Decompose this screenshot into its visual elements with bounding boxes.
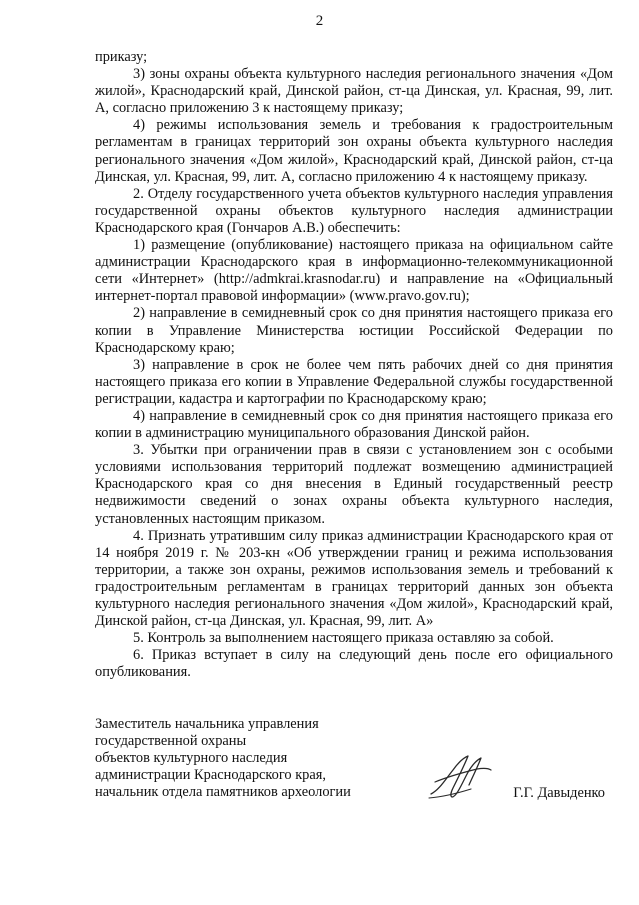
signer-name: Г.Г. Давыденко (513, 785, 605, 801)
signer-position-line: объектов культурного наследия (95, 750, 288, 767)
document-body (95, 49, 613, 681)
paragraph-9: 4. Признать утратившим силу приказ администрации Краснодарского края от 14 ноября 2019 г. № 203-кн «Об утверждении границ и режима использования территории, а также зон охраны, режимов использования земель и требований к градостроительным регламентам в границах территорий данных зон объекта культурного наследия регионального значения «Дом жилой», Краснодарский край, Динской район, ст-ца Динская, ул. Красная, 99, лит. А» (95, 527, 613, 630)
paragraph-8: 3. Убытки при ограничении прав в связи с установлением зон с особыми условиями использования территорий подлежат возмещению администрацией Краснодарского края со дня внесения в Единый государственный реестр недвижимости сведений о зонах охраны объекта культурного наследия, установленных настоящим приказом. (95, 442, 613, 527)
signer-position-line: начальник отдела памятников археологии (95, 784, 351, 801)
paragraph-5: 2) направление в семидневный срок со дня принятия настоящего приказа его копии в Управление Министерства юстиции Российской Федерации по Краснодарскому краю; (95, 305, 613, 356)
handwritten-signature-icon (425, 750, 497, 804)
signature-block (95, 716, 613, 806)
paragraph-1: 3) зоны охраны объекта культурного наследия регионального значения «Дом жилой», Краснодарский край, Динской район, ст-ца Динская, ул. Красная, 99, лит. А, согласно приложению 3 к настоящему приказу; (95, 66, 613, 117)
paragraph-11: 6. Приказ вступает в силу на следующий день после его официального опубликования. (95, 647, 613, 681)
paragraph-4: 1) размещение (опубликование) настоящего приказа на официальном сайте администрации Краснодарского края в информационно-телекоммуникационной сети «Интернет» (http://admkrai.krasnodar.ru) и направление на «Официальный интернет-портал правовой информации» (www.pravo.gov.ru); (95, 237, 613, 305)
signer-position (95, 716, 351, 801)
paragraph-0: приказу; (95, 49, 148, 65)
signer-position-line: администрации Краснодарского края, (95, 767, 326, 784)
paragraph-2: 4) режимы использования земель и требования к градостроительным регламентам в границах территорий зон охраны объекта культурного наследия регионального значения «Дом жилой», Краснодарский край, Динской район, ст-ца Динская, ул. Красная, 99, лит. А, согласно приложению 4 к настоящему приказу. (95, 117, 613, 185)
paragraph-3: 2. Отделу государственного учета объектов культурного наследия управления государственной охраны объектов культурного наследия администрации Краснодарского края (Гончаров А.В.) обеспечить: (95, 185, 613, 236)
signer-position-line: государственной охраны (95, 733, 247, 750)
paragraph-7: 4) направление в семидневный срок со дня принятия настоящего приказа его копии в администрацию муниципального образования Динской район. (95, 407, 613, 442)
paragraph-6: 3) направление в срок не более чем пять рабочих дней со дня принятия настоящего приказа его копии в Управление Федеральной службы государственной регистрации, кадастра и картографии по Краснодарскому краю; (95, 356, 613, 407)
page-number: 2 (315, 13, 324, 29)
signer-position-line: Заместитель начальника управления (95, 716, 319, 732)
paragraph-10: 5. Контроль за выполнением настоящего приказа оставляю за собой. (133, 630, 554, 647)
